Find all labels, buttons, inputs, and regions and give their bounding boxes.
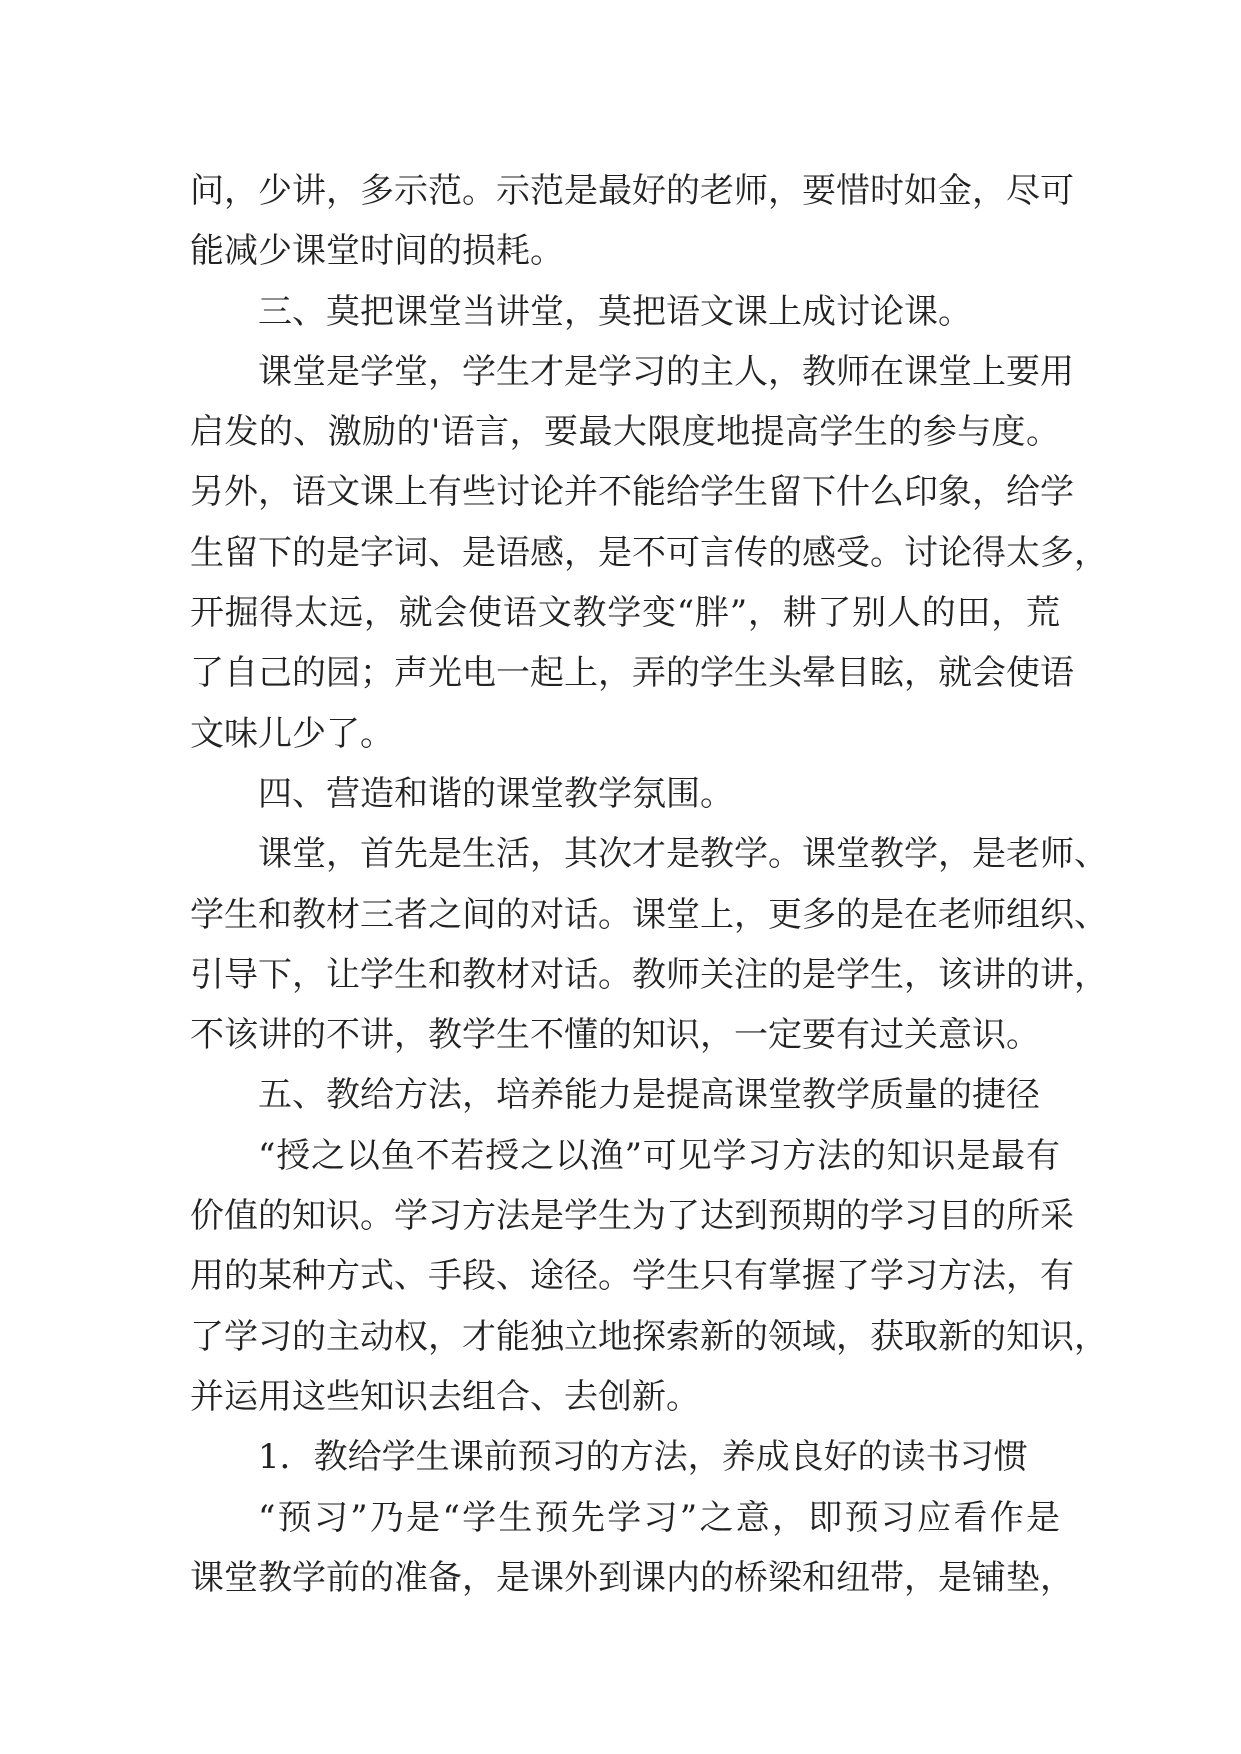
- text-line: 课堂教学前的准备，是课外到课内的桥梁和纽带，是铺垫，: [190, 1557, 1074, 1598]
- text-line: 引导下，让学生和教材对话。教师关注的是学生，该讲的讲，: [190, 954, 1108, 995]
- text-line: 价值的知识。学习方法是学生为了达到预期的学习目的所采: [190, 1196, 1074, 1237]
- text-line: 课堂，首先是生活，其次才是教学。课堂教学，是老师、: [258, 834, 1108, 875]
- section-heading: 五、教给方法，培养能力是提高课堂教学质量的捷径: [258, 1075, 1040, 1116]
- text-line: 学生和教材三者之间的对话。课堂上，更多的是在老师组织、: [190, 894, 1108, 935]
- text-line: 用的某种方式、手段、途径。学生只有掌握了学习方法，有: [190, 1256, 1074, 1297]
- text-line: 开掘得太远，就会使语文教学变“胖”，耕了别人的田，荒: [190, 593, 1060, 634]
- text-line: “授之以鱼不若授之以渔”可见学习方法的知识是最有: [258, 1135, 1060, 1176]
- text-line: 生留下的是字词、是语感，是不可言传的感受。讨论得太多，: [190, 532, 1108, 573]
- text-line: 能减少课堂时间的损耗。: [190, 231, 564, 272]
- body-text: [190, 161, 1108, 1608]
- text-line: “预习”乃是“学生预先学习”之意，即预习应看作是: [258, 1497, 1060, 1538]
- section-heading: 三、莫把课堂当讲堂，莫把语文课上成讨论课。: [258, 291, 972, 332]
- text-line: 了学习的主动权，才能独立地探索新的领域，获取新的知识，: [190, 1316, 1108, 1357]
- text-line: 了自己的园；声光电一起上，弄的学生头晕目眩，就会使语: [190, 653, 1074, 694]
- text-line: 另外，语文课上有些讨论并不能给学生留下什么印象，给学: [190, 472, 1074, 513]
- text-line: 问，少讲，多示范。示范是最好的老师，要惜时如金，尽可: [190, 171, 1074, 211]
- section-heading: 四、营造和谐的课堂教学氛围。: [258, 773, 734, 814]
- text-line: 课堂是学堂，学生才是学习的主人，教师在课堂上要用: [258, 351, 1074, 392]
- text-line: 并运用这些知识去组合、去创新。: [190, 1376, 700, 1417]
- text-line: 启发的、激励的'语言，要最大限度地提高学生的参与度。: [190, 412, 1060, 453]
- text-line: 文味儿少了。: [190, 713, 394, 754]
- text-line: 不该讲的不讲，教学生不懂的知识，一定要有过关意识。: [190, 1015, 1040, 1056]
- subsection-heading: 1．教给学生课前预习的方法，养成良好的读书习惯: [258, 1437, 1028, 1478]
